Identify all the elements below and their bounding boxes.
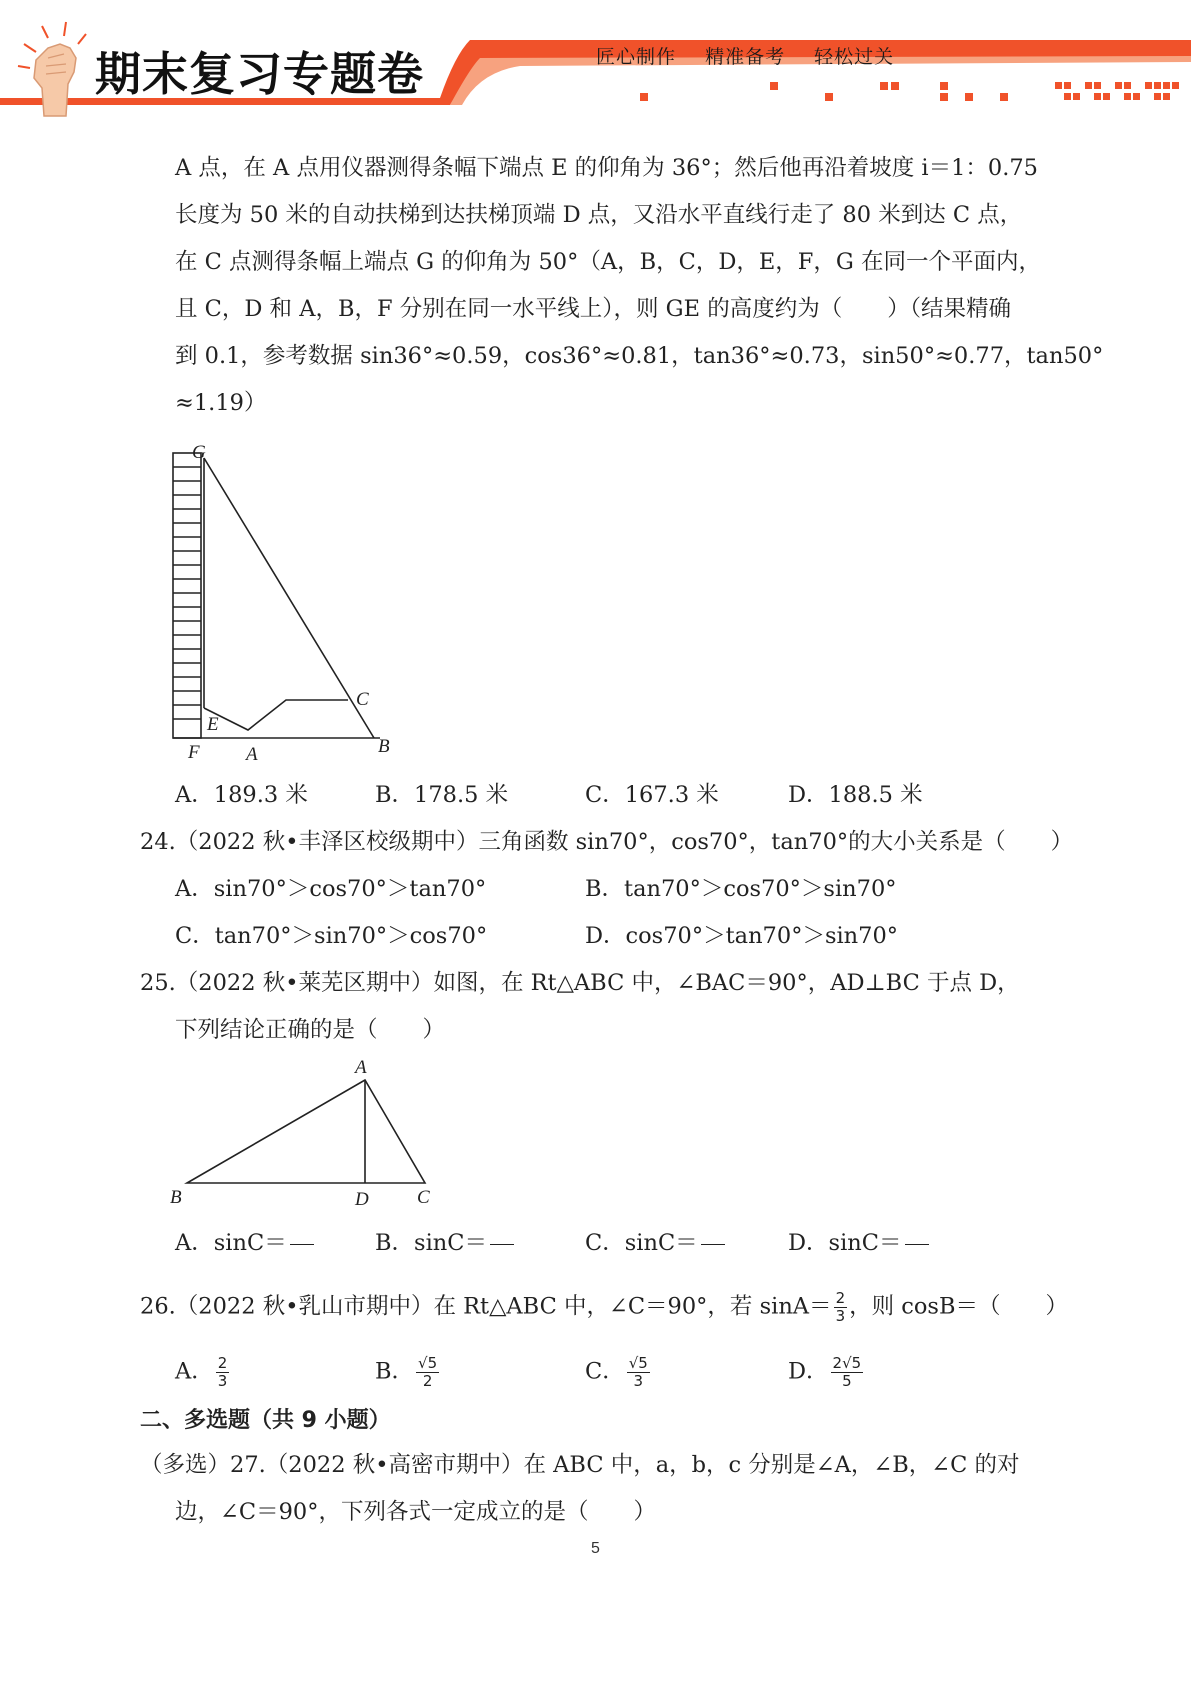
label-C: C xyxy=(356,689,369,710)
fraction-numerator: 2√5 xyxy=(832,1354,862,1372)
label-B: B xyxy=(378,736,390,757)
slogan-2: 精准备考 xyxy=(705,46,786,68)
fraction-bar xyxy=(905,1244,929,1245)
q25-figure xyxy=(165,1055,455,1215)
label-G: G xyxy=(192,442,206,463)
q25-option-d[interactable] xyxy=(788,1228,929,1258)
q27-line-2: 边，∠C＝90°，下列各式一定成立的是（ ） xyxy=(175,1499,656,1525)
q23-line-5: 到 0.1，参考数据 sin36°≈0.59，cos36°≈0.81，tan36°≈0.73，sin50°≈0.77，tan50° xyxy=(175,343,1104,369)
option-letter: D． xyxy=(788,1358,829,1385)
label-B: B xyxy=(170,1187,182,1208)
q25-option-c[interactable] xyxy=(585,1228,725,1258)
q24-option-a[interactable]: A．sin70°＞cos70°＞tan70° xyxy=(175,876,487,902)
q25-stem-line-2: 下列结论正确的是（ ） xyxy=(175,1017,446,1043)
fraction-denominator: 5 xyxy=(842,1372,852,1390)
fraction-denominator: 3 xyxy=(633,1372,644,1390)
q27-line-1: （多选）27.（2022 秋•高密市期中）在 ABC 中，a，b，c 分别是∠A，∠B，∠C 的对 xyxy=(140,1452,1020,1478)
thumbs-up-hand-icon xyxy=(8,8,98,118)
q23-line-4: 且 C，D 和 A，B，F 分别在同一水平线上），则 GE 的高度约为（ ）（结果精确 xyxy=(175,296,1011,322)
q26-stem-suffix: ，则 cosB＝（ ） xyxy=(849,1293,1068,1320)
label-E: E xyxy=(207,714,219,735)
q23-line-3: 在 C 点测得条幅上端点 G 的仰角为 50°（A，B，C，D，E，F，G 在同一个平面内， xyxy=(175,249,1042,275)
fraction-numerator: 2 xyxy=(217,1354,228,1372)
option-letter: B． xyxy=(375,1358,415,1385)
header-title: 期末复习专题卷 xyxy=(95,47,424,101)
fraction-numerator: √5 xyxy=(628,1354,648,1372)
q25-option-b-text: B．sinC＝ xyxy=(375,1230,487,1256)
q23-line-1: A 点，在 A 点用仪器测得条幅下端点 E 的仰角为 36°；然后他再沿着坡度 i＝1：0.75 xyxy=(175,155,1038,181)
fraction-bar xyxy=(290,1244,314,1245)
q25-stem-line-1: 25.（2022 秋•莱芜区期中）如图，在 Rt△ABC 中，∠BAC＝90°，AD⊥BC 于点 D， xyxy=(140,970,1020,996)
q26-option-a[interactable] xyxy=(175,1355,231,1390)
q23-line-2: 长度为 50 米的自动扶梯到达扶梯顶端 D 点，又沿水平直线行走了 80 米到达 C 点， xyxy=(175,202,1023,228)
section-title: 二、多选题（共 9 小题） xyxy=(140,1408,391,1433)
line-GB xyxy=(204,458,374,738)
label-F: F xyxy=(188,742,200,760)
triangle-ABC xyxy=(187,1080,425,1183)
fraction-numerator: 2 xyxy=(835,1289,846,1307)
slogan-1: 匠心制作 xyxy=(596,46,677,68)
q26-stem-prefix: 26.（2022 秋•乳山市期中）在 Rt△ABC 中，∠C＝90°，若 sinA＝ xyxy=(140,1293,832,1320)
path-EADC xyxy=(204,700,348,730)
q23-figure xyxy=(160,440,420,760)
option-fraction xyxy=(216,1355,230,1390)
q25-option-d-text: D．sinC＝ xyxy=(788,1230,902,1256)
q23-option-d[interactable]: D．188.5 米 xyxy=(788,782,923,808)
fraction-bar xyxy=(490,1244,514,1245)
fraction-bar xyxy=(701,1244,725,1245)
q24-stem: 24.（2022 秋•丰泽区校级期中）三角函数 sin70°，cos70°，tan70°的大小关系是（ ） xyxy=(140,829,1074,855)
q23-line-6: ≈1.19） xyxy=(175,390,267,416)
q25-option-a[interactable] xyxy=(175,1228,314,1258)
q26-option-b[interactable] xyxy=(375,1355,441,1390)
label-A: A xyxy=(246,744,258,760)
label-D: D xyxy=(355,1189,369,1210)
label-A: A xyxy=(355,1057,367,1078)
option-fraction xyxy=(831,1355,864,1390)
fraction-denominator: 2 xyxy=(422,1372,433,1390)
q24-option-c[interactable]: C．tan70°＞sin70°＞cos70° xyxy=(175,923,488,949)
q24-option-b[interactable]: B．tan70°＞cos70°＞sin70° xyxy=(585,876,897,902)
option-letter: C． xyxy=(585,1358,625,1385)
label-C: C xyxy=(417,1187,430,1208)
q23-option-b[interactable]: B．178.5 米 xyxy=(375,782,509,808)
q26-stem-fraction xyxy=(834,1290,848,1325)
option-fraction xyxy=(627,1355,650,1390)
q23-option-a[interactable]: A．189.3 米 xyxy=(175,782,308,808)
page-header xyxy=(0,0,1191,120)
option-letter: A． xyxy=(175,1358,214,1385)
q26-option-c[interactable] xyxy=(585,1355,652,1390)
q25-option-b[interactable] xyxy=(375,1228,514,1258)
page-number: 5 xyxy=(591,1540,600,1557)
q23-option-c[interactable]: C．167.3 米 xyxy=(585,782,719,808)
q26-stem xyxy=(140,1290,1068,1325)
option-fraction xyxy=(416,1355,439,1390)
fraction-denominator: 3 xyxy=(217,1372,228,1390)
q25-option-c-text: C．sinC＝ xyxy=(585,1230,698,1256)
fraction-denominator: 3 xyxy=(835,1307,846,1325)
q24-option-d[interactable]: D．cos70°＞tan70°＞sin70° xyxy=(585,923,899,949)
q25-option-a-text: A．sinC＝ xyxy=(175,1230,287,1256)
fraction-numerator: √5 xyxy=(418,1354,438,1372)
header-slogans xyxy=(596,42,916,69)
q26-option-d[interactable] xyxy=(788,1355,865,1390)
building-floors xyxy=(173,467,201,719)
slogan-3: 轻松过关 xyxy=(814,46,895,68)
